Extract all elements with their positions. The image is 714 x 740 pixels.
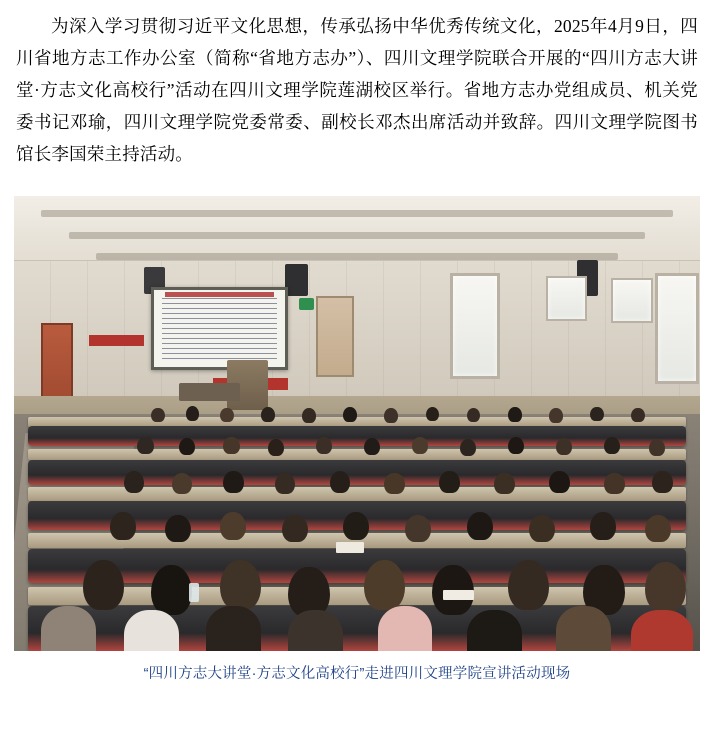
audience-person — [268, 439, 284, 456]
audience-person — [165, 515, 191, 542]
audience-person — [151, 565, 192, 615]
audience-person — [151, 408, 165, 423]
audience-person — [343, 407, 357, 422]
water-bottle-icon — [189, 583, 199, 602]
audience-person — [364, 560, 405, 610]
audience-person — [645, 515, 671, 542]
window — [611, 278, 653, 323]
audience-person — [508, 407, 522, 422]
audience-person — [405, 515, 431, 542]
audience-person — [261, 407, 275, 422]
audience-person — [186, 406, 200, 421]
window — [450, 273, 501, 379]
audience-person — [110, 512, 136, 539]
audience-person — [378, 606, 433, 652]
audience-person — [220, 512, 246, 539]
audience-person — [223, 471, 244, 493]
audience-person — [467, 408, 481, 423]
audience-person — [137, 437, 153, 454]
audience-person — [590, 512, 616, 539]
hall-door — [316, 296, 354, 377]
audience-person — [412, 437, 428, 454]
audience-person — [206, 606, 261, 652]
audience-person — [124, 471, 145, 493]
audience-person — [631, 408, 645, 423]
audience-person — [316, 437, 332, 454]
slide-title-bar — [165, 292, 274, 297]
desk-row — [28, 449, 687, 461]
slide-text-lines — [162, 298, 277, 360]
audience-person — [549, 471, 570, 493]
audience-person — [343, 512, 369, 539]
audience-person — [220, 560, 261, 610]
audience-person — [460, 439, 476, 456]
red-banner — [89, 335, 144, 346]
audience-person — [384, 408, 398, 423]
audience-person — [83, 560, 124, 610]
window — [546, 276, 588, 321]
audience-person — [172, 473, 193, 495]
ceiling-beam — [41, 210, 672, 217]
audience-person — [439, 471, 460, 493]
stage-table — [179, 383, 241, 401]
audience-person — [645, 562, 686, 612]
audience-person — [508, 437, 524, 454]
audience-person — [426, 407, 440, 422]
audience-person — [590, 407, 604, 422]
seat-row — [28, 426, 687, 446]
audience-person — [364, 438, 380, 455]
figure-block — [14, 196, 700, 685]
audience-person — [302, 408, 316, 423]
wall-speaker-icon — [285, 264, 308, 296]
open-book-icon — [443, 590, 474, 601]
figure-caption: “四川方志大讲堂·方志文化高校行”走进四川文理学院宣讲活动现场 — [143, 666, 571, 682]
open-book-icon — [336, 542, 363, 553]
lecture-hall-photo — [14, 196, 700, 651]
audience-person — [549, 408, 563, 423]
audience-person — [220, 408, 234, 423]
audience-person — [41, 606, 96, 652]
audience-person — [179, 438, 195, 455]
ceiling-beam — [96, 253, 617, 260]
audience-person — [652, 471, 673, 493]
article-body-paragraph: 为深入学习贯彻习近平文化思想，传承弘扬中华优秀传统文化，2025年4月9日，四川省地方志工作办公室（简称“省地方志办”）、四川文理学院联合开展的“四川方志大讲堂·方志文化高校行”活动在四川文理学院莲湖校区举行。省地方志办党组成员、机关党委书记邓瑜，四川文理学院党委常委、副校长邓杰出席活动并致辞。四川文理学院图书馆长李国荣主持活动。 — [16, 16, 698, 164]
photo-ceiling — [14, 196, 700, 261]
audience-person — [604, 473, 625, 495]
audience-person — [330, 471, 351, 493]
audience-person — [494, 473, 515, 495]
ceiling-beam — [69, 232, 645, 239]
audience-person — [556, 438, 572, 455]
audience-person — [508, 560, 549, 610]
audience-person — [631, 610, 693, 651]
audience-person — [288, 610, 343, 651]
audience-person — [275, 473, 296, 495]
projection-screen — [151, 287, 287, 370]
audience-person — [282, 515, 308, 542]
audience-person — [467, 610, 522, 651]
audience-person — [223, 437, 239, 454]
audience-person — [649, 439, 665, 456]
audience-person — [467, 512, 493, 539]
audience-person — [124, 610, 179, 651]
audience-person — [556, 606, 611, 652]
audience-person — [529, 515, 555, 542]
exit-sign-icon — [299, 298, 314, 310]
audience-person — [604, 437, 620, 454]
audience-person — [384, 473, 405, 495]
window — [655, 273, 699, 384]
